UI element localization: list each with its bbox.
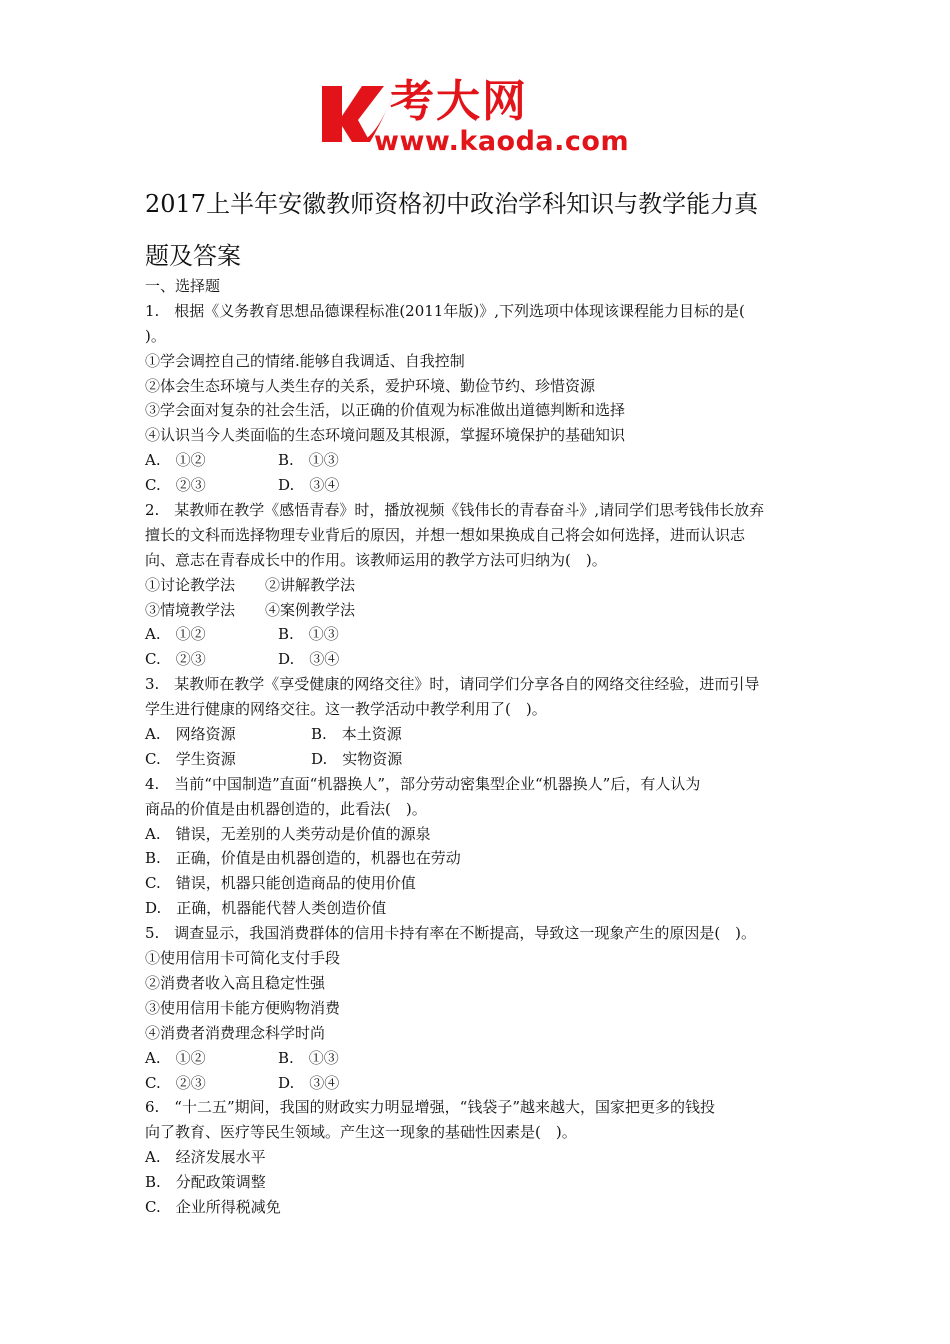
logo-title: 考大网 [390, 76, 528, 127]
option-d: D. 实物资源 [311, 749, 403, 768]
question-stem-line: 1. 根据《义务教育思想品德课程标准(2011年版)》,下列选项中体现该课程能力目标的是( [145, 301, 745, 320]
question-stem-line: 擅长的文科而选择物理专业背后的原因，并想一想如果换成自己将会如何选择，进而认识志 [145, 525, 746, 544]
statement-item: ②体会生态环境与人类生存的关系，爱护环境、勤俭节约、珍惜资源 [145, 376, 596, 395]
option-c: C. 企业所得税减免 [145, 1197, 281, 1216]
statement-item: ①学会调控自己的情绪.能够自我调适、自我控制 [145, 351, 465, 370]
question-4 [145, 772, 815, 921]
option-row [145, 647, 815, 672]
statement-item: ④认识当今人类面临的生态环境问题及其根源，掌握环境保护的基础知识 [145, 426, 626, 445]
option-b: B. 分配政策调整 [145, 1173, 266, 1192]
option-c: C. ②③ [145, 476, 206, 495]
option-a: A. 网络资源 [145, 725, 236, 744]
option-c: C. ②③ [145, 1073, 206, 1092]
option-c: C. 错误，机器只能创造商品的使用价值 [145, 874, 416, 893]
logo-url: www.kaoda.com [374, 126, 630, 157]
option-a: A. ①② [145, 451, 206, 470]
question-5 [145, 921, 815, 1095]
statement-item: ③学会面对复杂的社会生活，以正确的价值观为标准做出道德判断和选择 [145, 401, 626, 420]
option-b: B. ①③ [278, 625, 339, 644]
statement-item: ②消费者收入高且稳定性强 [145, 973, 326, 992]
question-stem-line: 3. 某教师在教学《享受健康的网络交往》时，请同学们分享各自的网络交往经验，进而引导 [145, 675, 760, 694]
document-title [145, 178, 815, 282]
question-1 [145, 299, 815, 498]
option-row [145, 1046, 815, 1071]
option-row [145, 747, 815, 772]
section-heading: 一、选择题 [145, 277, 221, 295]
question-stem-line: 6. “十二五”期间，我国的财政实力明显增强，“钱袋子”越来越大，国家把更多的钱投 [145, 1098, 715, 1117]
option-a: A. 错误，无差别的人类劳动是价值的源泉 [145, 824, 431, 843]
statement-item: ③情境教学法 ④案例教学法 [145, 600, 356, 619]
document-body [145, 274, 815, 1220]
statement-item: ①讨论教学法 ②讲解教学法 [145, 575, 356, 594]
option-b: B. ①③ [278, 1048, 339, 1067]
option-b: B. ①③ [278, 451, 339, 470]
question-stem-line: 学生进行健康的网络交往。这一教学活动中教学利用了( )。 [145, 700, 547, 719]
option-a: A. ①② [145, 1048, 206, 1067]
question-stem-line: 4. 当前“中国制造”直面“机器换人”，部分劳动密集型企业“机器换人”后，有人认为 [145, 774, 701, 793]
option-c: C. ②③ [145, 650, 206, 669]
kaoda-logo [318, 76, 648, 162]
question-stem-line: 向了教育、医疗等民生领域。产生这一现象的基础性因素是( )。 [145, 1123, 577, 1142]
option-a: A. ①② [145, 625, 206, 644]
question-3 [145, 672, 815, 772]
question-2 [145, 498, 815, 672]
option-row [145, 622, 815, 647]
option-b: B. 本土资源 [311, 725, 402, 744]
title-line-1: 2017上半年安徽教师资格初中政治学科知识与教学能力真 [145, 190, 759, 218]
statement-item: ③使用信用卡能方便购物消费 [145, 998, 341, 1017]
option-a: A. 经济发展水平 [145, 1148, 266, 1167]
statement-item: ①使用信用卡可简化支付手段 [145, 949, 341, 968]
question-stem-line: 2. 某教师在教学《感悟青春》时，播放视频《钱伟长的青春奋斗》,请同学们思考钱伟长放弃 [145, 501, 765, 520]
option-c: C. 学生资源 [145, 749, 236, 768]
option-row [145, 448, 815, 473]
title-line-2: 题及答案 [145, 242, 241, 270]
option-d: D. ③④ [278, 1073, 340, 1092]
question-6 [145, 1095, 815, 1219]
option-d: D. ③④ [278, 650, 340, 669]
question-stem-line: 向、意志在青春成长中的作用。该教师运用的教学方法可归纳为( )。 [145, 550, 607, 569]
option-row [145, 722, 815, 747]
option-row [145, 473, 815, 498]
option-b: B. 正确，价值是由机器创造的，机器也在劳动 [145, 849, 461, 868]
statement-item: ④消费者消费理念科学时尚 [145, 1023, 326, 1042]
option-d: D. ③④ [278, 476, 340, 495]
question-stem-line: 商品的价值是由机器创造的，此看法( )。 [145, 799, 427, 818]
option-row [145, 1071, 815, 1096]
question-stem-line: 5. 调查显示，我国消费群体的信用卡持有率在不断提高，导致这一现象产生的原因是( )。 [145, 924, 757, 943]
option-d: D. 正确，机器能代替人类创造价值 [145, 899, 387, 918]
question-stem-line: )。 [145, 326, 166, 345]
